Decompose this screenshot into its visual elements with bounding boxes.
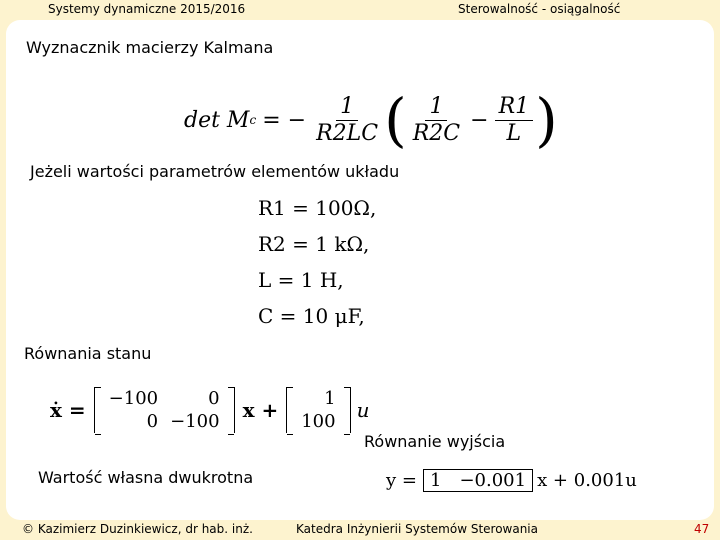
c-2: −0.001 — [459, 469, 527, 491]
fraction-3-denominator: L — [506, 120, 522, 146]
param-c: C = 10 μF, — [258, 304, 365, 328]
fraction-1 — [312, 94, 382, 147]
footer-department: Katedra Inżynierii Systemów Sterowania — [296, 522, 538, 536]
header-course-title: Systemy dynamiczne 2015/2016 — [48, 2, 246, 16]
state-x-plus: x + — [242, 398, 279, 422]
det-equals-minus: = − — [262, 107, 307, 133]
footer-author: © Kazimierz Duzinkiewicz, dr hab. inż. — [22, 522, 253, 536]
matrix-c — [423, 469, 533, 492]
fraction-2-denominator: R2C — [412, 120, 461, 146]
output-lhs: y = — [386, 469, 417, 491]
matrix-a — [94, 387, 235, 433]
state-equation — [50, 382, 369, 438]
output-rest: x + 0.001u — [537, 469, 637, 491]
param-r1: R1 = 100Ω, — [258, 196, 377, 220]
parameter-list — [258, 196, 376, 340]
det-subscript: c — [249, 113, 257, 127]
fraction-2-numerator: 1 — [425, 94, 447, 121]
determinant-equation — [184, 80, 558, 160]
b-1: 1 — [324, 388, 336, 409]
fraction-3-numerator: R1 — [495, 94, 534, 121]
params-intro: Jeżeli wartości parametrów elementów układu — [30, 162, 400, 181]
fraction-2 — [409, 94, 464, 147]
eigenvalue-note: Wartość własna dwukrotna — [38, 468, 254, 487]
det-minus: − — [470, 107, 489, 133]
output-heading: Równanie wyjścia — [364, 432, 506, 451]
a-11: −100 — [108, 388, 159, 409]
a-22: −100 — [170, 411, 220, 432]
fraction-3 — [495, 94, 534, 147]
param-l: L = 1 H, — [258, 268, 344, 292]
fraction-1-numerator: 1 — [336, 94, 358, 121]
c-1: 1 — [429, 469, 442, 491]
a-12: 0 — [208, 388, 220, 409]
a-21: 0 — [146, 411, 159, 432]
output-equation — [386, 464, 637, 496]
left-paren: ( — [384, 86, 407, 154]
b-2: 100 — [301, 411, 336, 432]
state-lhs: ẋ = — [50, 398, 86, 422]
param-r2: R2 = 1 kΩ, — [258, 232, 370, 256]
matrix-b — [286, 387, 350, 433]
heading-kalman: Wyznacznik macierzy Kalmana — [26, 38, 274, 57]
state-heading: Równania stanu — [24, 344, 152, 363]
header-topic: Sterowalność - osiągalność — [458, 2, 621, 16]
fraction-1-denominator: R2LC — [316, 120, 379, 146]
slide-panel — [6, 20, 714, 520]
state-u: u — [356, 398, 370, 422]
det-lhs: det M — [184, 107, 250, 133]
page-number: 47 — [694, 522, 710, 536]
right-paren: ) — [535, 86, 558, 154]
